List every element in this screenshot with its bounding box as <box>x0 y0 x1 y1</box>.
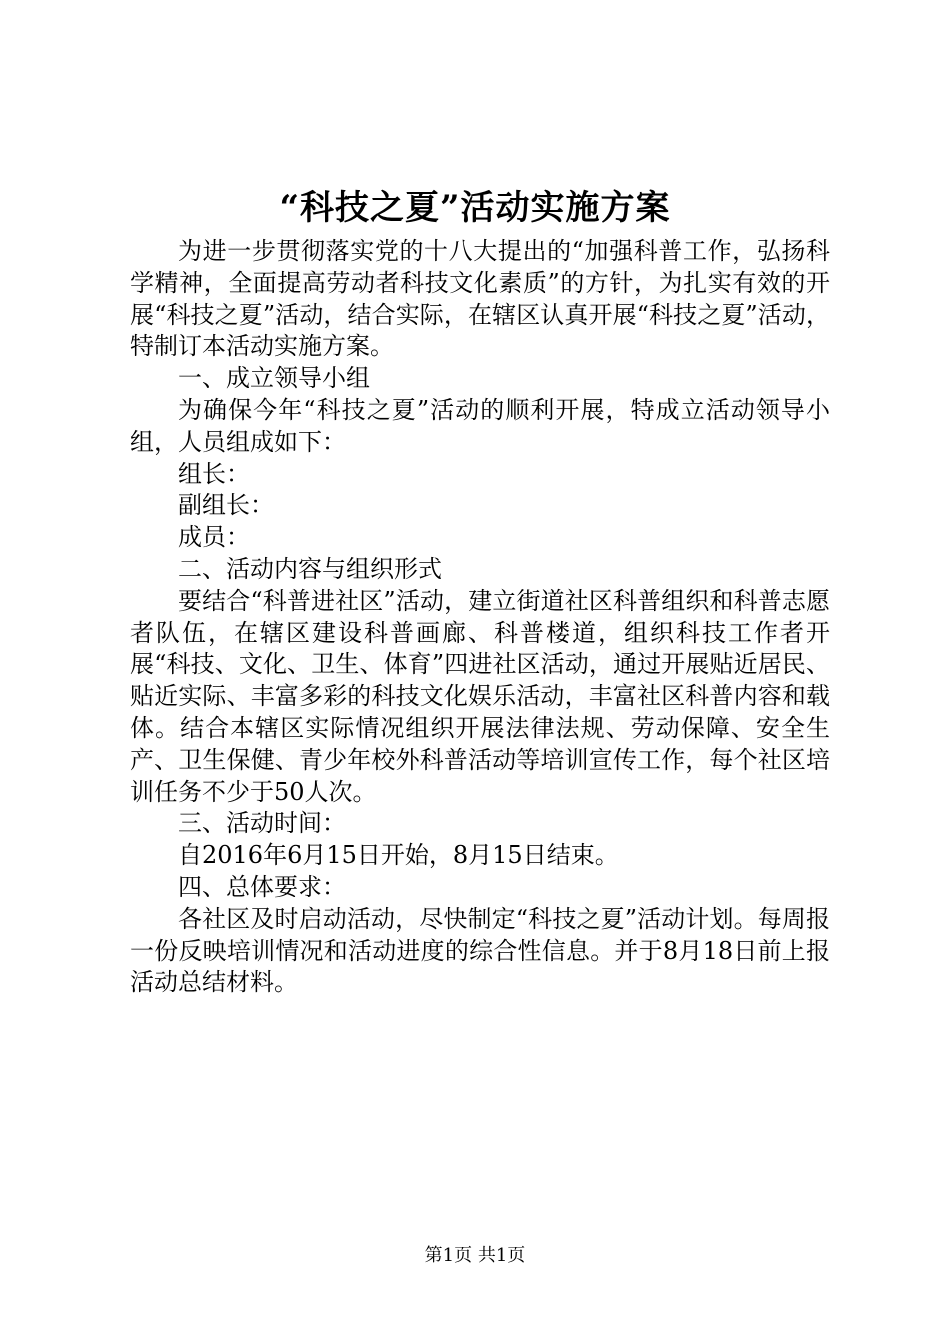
section-heading-leadership: 一、成立领导小组 <box>178 364 370 393</box>
document-body <box>130 236 830 999</box>
document-title: “科技之夏”活动实施方案 <box>279 188 671 228</box>
section-heading-requirements: 四、总体要求： <box>178 872 346 901</box>
requirements-paragraph: 各社区及时启动活动，尽快制定“科技之夏”活动计划。每周报一份反映培训情况和活动进度的综合性信息。并于8月18日前上报活动总结材料。 <box>130 904 830 997</box>
content-paragraph: 要结合“科普进社区”活动，建立街道社区科普组织和科普志愿者队伍，在辖区建设科普画廊、科普楼道，组织科技工作者开展“科技、文化、卫生、体育”四进社区活动，通过开展贴近居民、贴近实际、丰富多彩的科技文化娱乐活动，丰富社区科普内容和载体。结合本辖区实际情况组织开展法律法规、劳动保障、安全生产、卫生保健、青少年校外科普活动等培训宣传工作，每个社区培训任务不少于50人次。 <box>130 586 830 806</box>
time-paragraph: 自2016年6月15日开始，8月15日结束。 <box>178 841 619 870</box>
deputy-leader-line: 副组长： <box>178 491 274 520</box>
group-leader-line: 组长： <box>178 459 250 488</box>
section-heading-time: 三、活动时间： <box>178 809 346 838</box>
members-line: 成员： <box>178 523 250 552</box>
intro-paragraph: 为进一步贯彻落实党的十八大提出的“加强科普工作，弘扬科学精神，全面提高劳动者科技文化素质”的方针，为扎实有效的开展“科技之夏”活动，结合实际，在辖区认真开展“科技之夏”活动，特制订本活动实施方案。 <box>130 237 830 361</box>
section-heading-content: 二、活动内容与组织形式 <box>178 554 442 583</box>
leadership-paragraph: 为确保今年“科技之夏”活动的顺利开展，特成立活动领导小组，人员组成如下： <box>130 395 830 456</box>
page-footer: 第1页 共1页 <box>424 1245 526 1266</box>
